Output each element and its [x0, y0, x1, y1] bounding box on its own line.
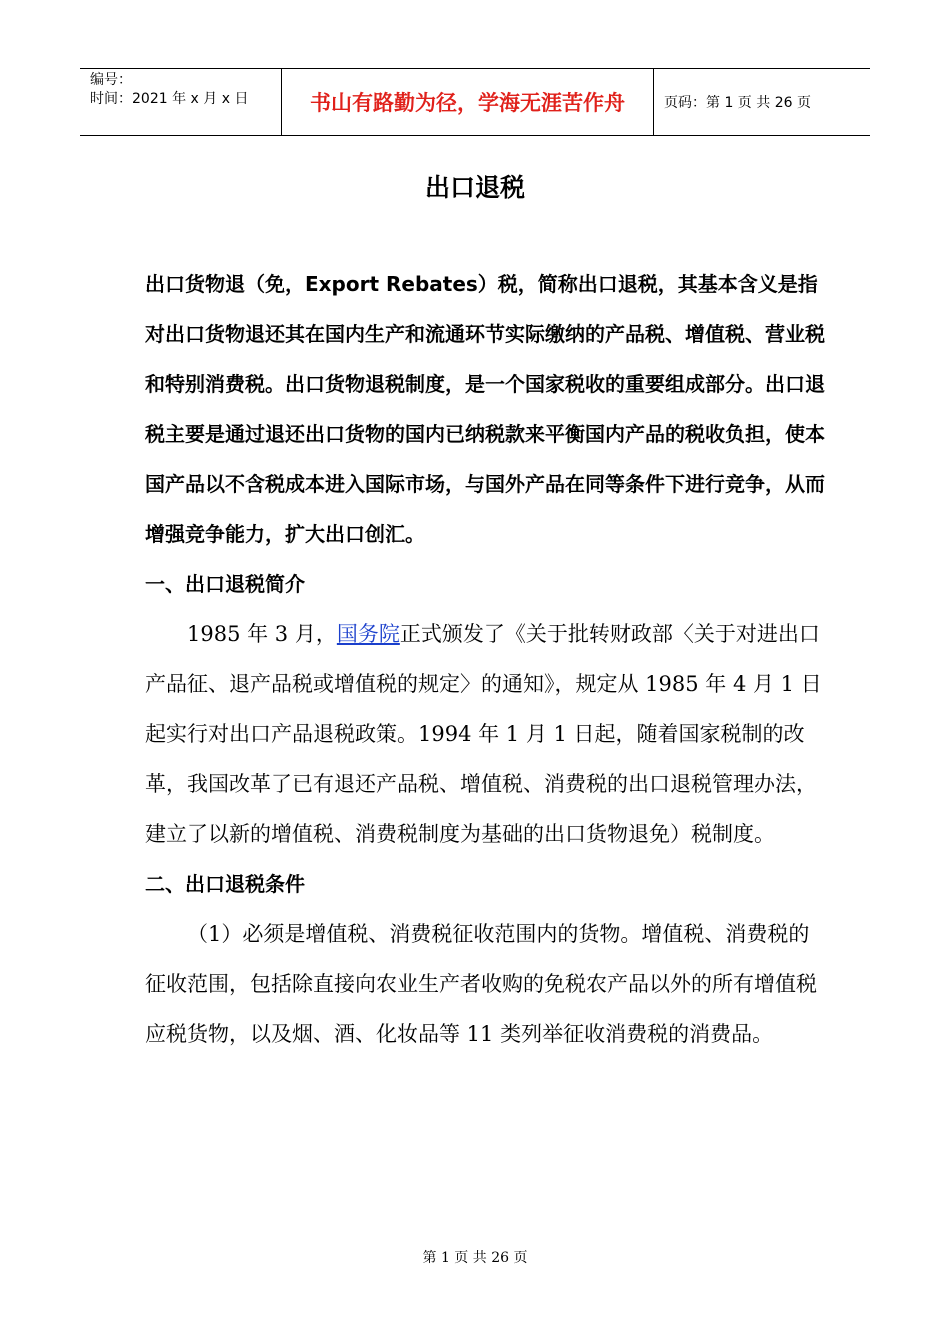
document-body [145, 259, 825, 1059]
section-1-heading: 一、出口退税简介 [145, 572, 305, 596]
header-page-info: 页码：第 1 页 共 26 页 [664, 95, 811, 111]
state-council-link[interactable]: 国务院 [336, 622, 400, 646]
page-footer: 第 1 页 共 26 页 [422, 1250, 528, 1266]
header-motto: 书山有路勤为径，学海无涯苦作舟 [282, 69, 654, 135]
intro-paragraph: 出口货物退（免，Export Rebates）税，简称出口退税，其基本含义是指对出口货物退还其在国内生产和流通环节实际缴纳的产品税、增值税、营业税和特别消费税。出口货物退税制度，是一个国家税收的重要组成部分。出口退税主要是通过退还出口货物的国内已纳税款来平衡国内产品的税收负担，使本国产品以不含税成本进入国际市场，与国外产品在同等条件下进行竞争，从而增强竞争能力，扩大出口创汇。 [145, 272, 825, 546]
document-title: 出口退税 [424, 173, 525, 202]
section-1-paragraph [145, 609, 825, 859]
section-1-text-after-link: 正式颁发了《关于批转财政部〈关于对进出口产品征、退产品税或增值税的规定〉的通知》，规定从 1985 年 4 月 1 日起实行对出口产品退税政策。1994 年 1 月 1 日起，随着国家税制的改革，我国改革了已有退还产品税、增值税、消费税的出口退税管理办法，建立了以新的增值税、消费税制度为基础的出口货物退免）税制度。 [145, 622, 822, 846]
section-1-text-before-link: 1985 年 3 月， [187, 622, 337, 646]
number-label: 编号： [90, 72, 132, 88]
page-header [80, 68, 870, 136]
section-2-heading: 二、出口退税条件 [145, 872, 305, 896]
time-label: 时间：2021 年 x 月 x 日 [90, 91, 249, 107]
section-2-paragraph-1: （1）必须是增值税、消费税征收范围内的货物。增值税、消费税的征收范围，包括除直接向农业生产者收购的免税农产品以外的所有增值税应税货物，以及烟、酒、化妆品等 11 类列举征收消费税的消费品。 [145, 922, 817, 1046]
header-meta [80, 69, 282, 135]
